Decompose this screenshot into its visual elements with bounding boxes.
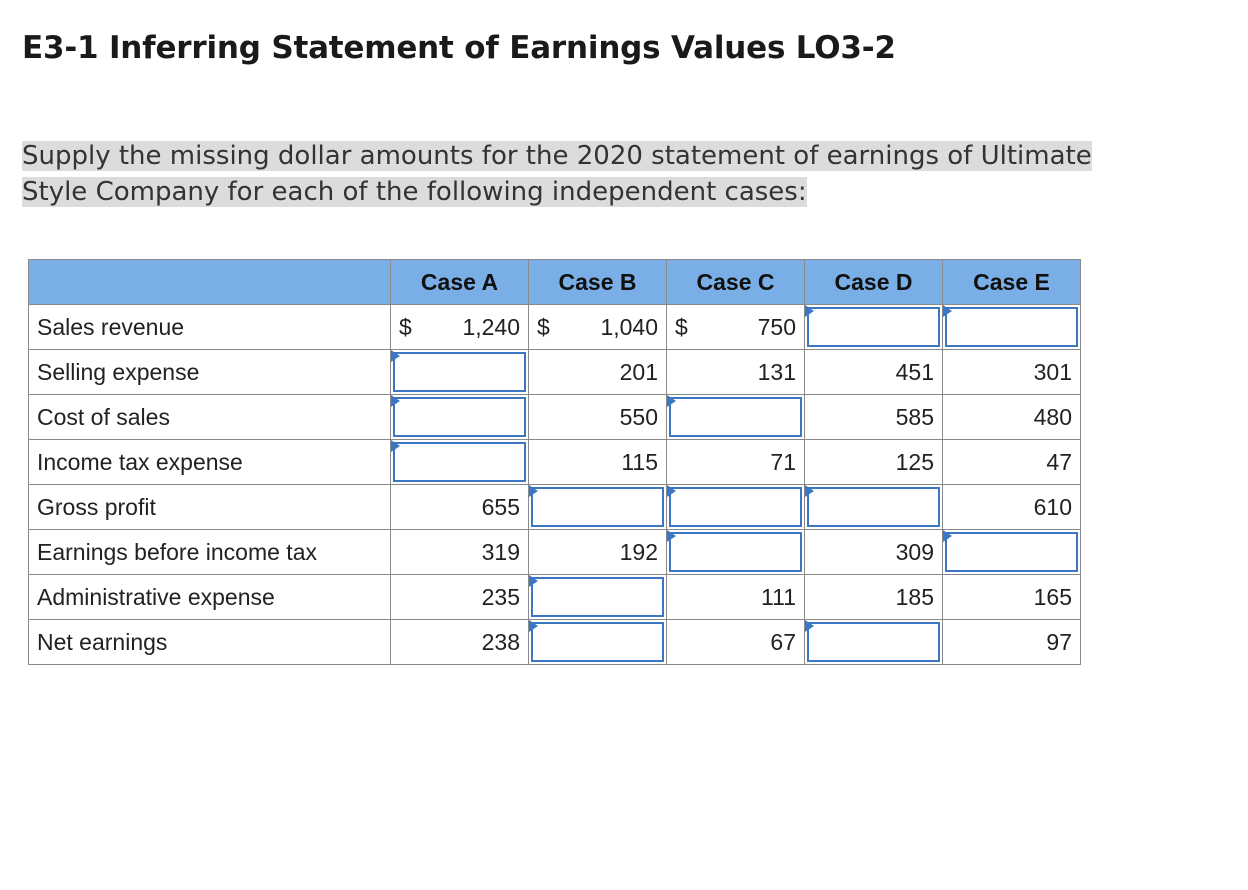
- answer-cell-case-b[interactable]: [529, 620, 667, 665]
- input-marker-icon: [529, 620, 538, 632]
- currency-symbol: $: [537, 313, 550, 340]
- input-marker-icon: [805, 620, 814, 632]
- answer-cell-case-c[interactable]: [667, 485, 805, 530]
- row-label: Sales revenue: [29, 305, 391, 350]
- currency-symbol: $: [675, 313, 688, 340]
- input-marker-icon: [391, 395, 400, 407]
- header-case-b: Case B: [529, 260, 667, 305]
- row-label: Cost of sales: [29, 395, 391, 440]
- answer-cell-case-e[interactable]: [943, 530, 1081, 575]
- header-case-c: Case C: [667, 260, 805, 305]
- currency-symbol: $: [399, 313, 412, 340]
- answer-input[interactable]: [531, 577, 664, 617]
- header-row: [29, 260, 1081, 305]
- value-cell-case-a: 655: [391, 485, 529, 530]
- value-cell-case-b: 192: [529, 530, 667, 575]
- answer-input[interactable]: [393, 397, 526, 437]
- value-cell-case-b: 550: [529, 395, 667, 440]
- value-cell-case-d: 185: [805, 575, 943, 620]
- answer-input[interactable]: [393, 352, 526, 392]
- header-case-e: Case E: [943, 260, 1081, 305]
- instructions: [22, 138, 1162, 210]
- table-row: [29, 485, 1081, 530]
- answer-cell-case-a[interactable]: [391, 350, 529, 395]
- value-cell-case-c: 67: [667, 620, 805, 665]
- row-label: Income tax expense: [29, 440, 391, 485]
- input-marker-icon: [391, 440, 400, 452]
- value-cell-case-e: 610: [943, 485, 1081, 530]
- value-cell-case-c: 131: [667, 350, 805, 395]
- value-cell-case-c: 111: [667, 575, 805, 620]
- input-marker-icon: [943, 530, 952, 542]
- table-row: [29, 575, 1081, 620]
- header-case-d: Case D: [805, 260, 943, 305]
- answer-cell-case-c[interactable]: [667, 395, 805, 440]
- instructions-text: Supply the missing dollar amounts for the 2020 statement of earnings of Ultimate Style Company for each of the following independent cases:: [22, 141, 1092, 207]
- answer-input[interactable]: [669, 532, 802, 572]
- value-cell-case-d: 585: [805, 395, 943, 440]
- value-cell-case-e: 165: [943, 575, 1081, 620]
- value-cell-case-a: 238: [391, 620, 529, 665]
- row-label: Selling expense: [29, 350, 391, 395]
- row-label: Administrative expense: [29, 575, 391, 620]
- table-row: [29, 530, 1081, 575]
- answer-cell-case-d[interactable]: [805, 485, 943, 530]
- value-cell-case-d: 309: [805, 530, 943, 575]
- value-cell-case-b: [529, 305, 667, 350]
- table-row: [29, 620, 1081, 665]
- answer-input[interactable]: [393, 442, 526, 482]
- row-label: Earnings before income tax: [29, 530, 391, 575]
- answer-cell-case-b[interactable]: [529, 575, 667, 620]
- input-marker-icon: [529, 485, 538, 497]
- input-marker-icon: [805, 305, 814, 317]
- amount-value: 750: [757, 313, 796, 340]
- answer-cell-case-a[interactable]: [391, 395, 529, 440]
- input-marker-icon: [943, 305, 952, 317]
- value-cell-case-d: 451: [805, 350, 943, 395]
- header-label-column: [29, 260, 391, 305]
- header-case-a: Case A: [391, 260, 529, 305]
- answer-input[interactable]: [945, 307, 1078, 347]
- value-cell-case-b: 201: [529, 350, 667, 395]
- input-marker-icon: [667, 485, 676, 497]
- row-label: Gross profit: [29, 485, 391, 530]
- table-row: [29, 395, 1081, 440]
- answer-input[interactable]: [669, 397, 802, 437]
- answer-cell-case-c[interactable]: [667, 530, 805, 575]
- input-marker-icon: [667, 530, 676, 542]
- answer-cell-case-e[interactable]: [943, 305, 1081, 350]
- answer-cell-case-d[interactable]: [805, 305, 943, 350]
- input-marker-icon: [391, 350, 400, 362]
- input-marker-icon: [805, 485, 814, 497]
- value-cell-case-d: 125: [805, 440, 943, 485]
- input-marker-icon: [529, 575, 538, 587]
- table-row: [29, 305, 1081, 350]
- answer-input[interactable]: [531, 487, 664, 527]
- answer-input[interactable]: [669, 487, 802, 527]
- value-cell-case-e: 301: [943, 350, 1081, 395]
- value-cell-case-b: 115: [529, 440, 667, 485]
- value-cell-case-c: 71: [667, 440, 805, 485]
- table-row: [29, 350, 1081, 395]
- value-cell-case-e: 47: [943, 440, 1081, 485]
- answer-input[interactable]: [807, 622, 940, 662]
- row-label: Net earnings: [29, 620, 391, 665]
- value-cell-case-e: 480: [943, 395, 1081, 440]
- answer-cell-case-a[interactable]: [391, 440, 529, 485]
- value-cell-case-a: [391, 305, 529, 350]
- answer-cell-case-d[interactable]: [805, 620, 943, 665]
- table-row: [29, 440, 1081, 485]
- value-cell-case-e: 97: [943, 620, 1081, 665]
- page-title: E3-1 Inferring Statement of Earnings Values LO3-2: [22, 30, 896, 66]
- answer-cell-case-b[interactable]: [529, 485, 667, 530]
- amount-value: 1,240: [462, 313, 520, 340]
- amount-value: 1,040: [600, 313, 658, 340]
- answer-input[interactable]: [531, 622, 664, 662]
- value-cell-case-c: [667, 305, 805, 350]
- value-cell-case-a: 235: [391, 575, 529, 620]
- value-cell-case-a: 319: [391, 530, 529, 575]
- answer-input[interactable]: [807, 487, 940, 527]
- earnings-table: [28, 259, 1081, 665]
- answer-input[interactable]: [945, 532, 1078, 572]
- input-marker-icon: [667, 395, 676, 407]
- answer-input[interactable]: [807, 307, 940, 347]
